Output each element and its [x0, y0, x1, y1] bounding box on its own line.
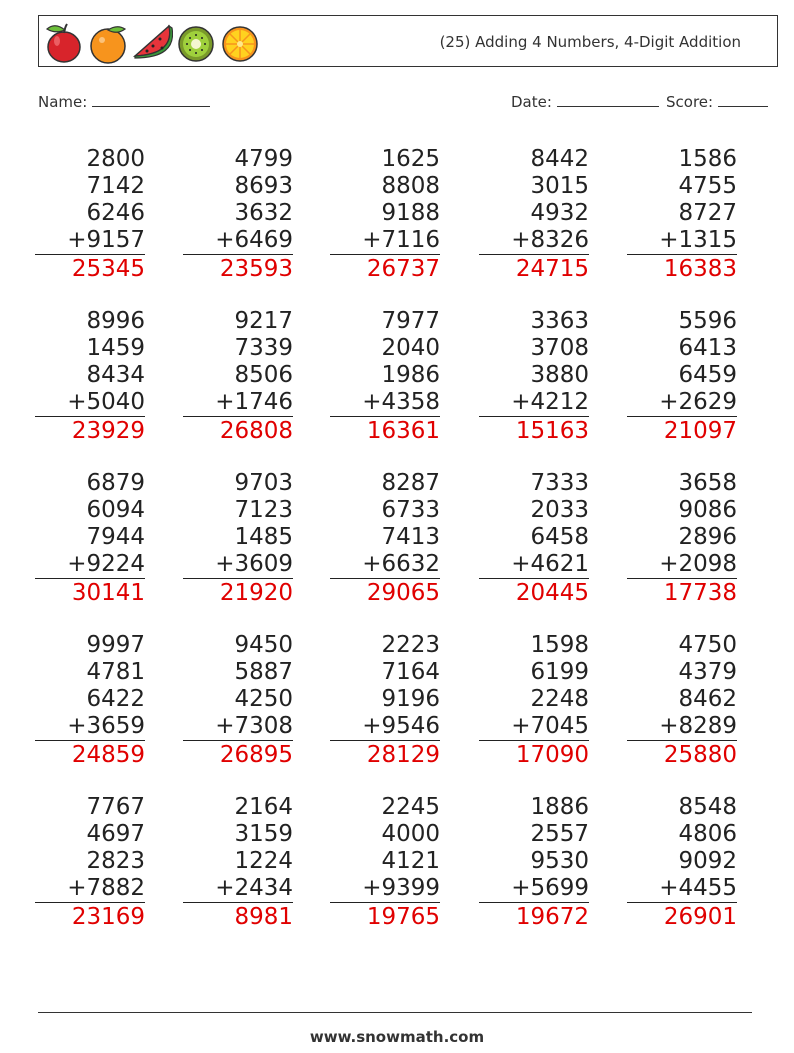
addition-problem — [183, 146, 293, 283]
addend: 7333 — [530, 470, 589, 496]
addition-problem — [627, 794, 737, 931]
addend: 4806 — [678, 821, 737, 847]
addend: 2896 — [678, 524, 737, 550]
last-addend: +1746 — [183, 389, 293, 417]
last-addend: +9157 — [35, 227, 145, 255]
answer: 21097 — [663, 418, 737, 444]
answer: 17090 — [515, 742, 589, 768]
last-addend: +4358 — [330, 389, 440, 417]
orange-icon — [87, 20, 129, 64]
addend: 2245 — [381, 794, 440, 820]
answer: 24859 — [71, 742, 145, 768]
last-addend: +4455 — [627, 875, 737, 903]
addition-problem — [330, 632, 440, 769]
addend: 9188 — [381, 200, 440, 226]
answer: 17738 — [663, 580, 737, 606]
addend: 6733 — [381, 497, 440, 523]
addition-problem — [183, 794, 293, 931]
addend: 8462 — [678, 686, 737, 712]
answer: 25880 — [663, 742, 737, 768]
answer: 19765 — [366, 904, 440, 930]
header-box — [38, 15, 778, 67]
date-field — [511, 92, 659, 111]
answer: 15163 — [515, 418, 589, 444]
addend: 3708 — [530, 335, 589, 361]
addition-problem — [35, 632, 145, 769]
addend: 4250 — [234, 686, 293, 712]
date-label: Date: — [511, 93, 552, 111]
addend: 2033 — [530, 497, 589, 523]
addition-problem — [35, 308, 145, 445]
last-addend: +3659 — [35, 713, 145, 741]
addend: 3015 — [530, 173, 589, 199]
answer: 23593 — [219, 256, 293, 282]
last-addend: +7045 — [479, 713, 589, 741]
addend: 9086 — [678, 497, 737, 523]
addition-problem — [35, 146, 145, 283]
kiwi-icon — [175, 20, 217, 64]
addend: 9997 — [86, 632, 145, 658]
addend: 6458 — [530, 524, 589, 550]
answer: 29065 — [366, 580, 440, 606]
answer: 21920 — [219, 580, 293, 606]
addition-problem — [35, 794, 145, 931]
addend: 4121 — [381, 848, 440, 874]
lemon-icon — [219, 20, 261, 64]
answer: 26901 — [663, 904, 737, 930]
last-addend: +9224 — [35, 551, 145, 579]
answer: 16361 — [366, 418, 440, 444]
footer-site: www.snowmath.com — [309, 1028, 485, 1046]
addend: 8442 — [530, 146, 589, 172]
addition-problem — [183, 308, 293, 445]
last-addend: +6632 — [330, 551, 440, 579]
name-blank — [92, 92, 210, 107]
addend: 1598 — [530, 632, 589, 658]
addend: 7339 — [234, 335, 293, 361]
addition-problem — [479, 146, 589, 283]
last-addend: +4212 — [479, 389, 589, 417]
answer: 26808 — [219, 418, 293, 444]
answer: 16383 — [663, 256, 737, 282]
addend: 6879 — [86, 470, 145, 496]
answer: 20445 — [515, 580, 589, 606]
addend: 9196 — [381, 686, 440, 712]
addend: 6199 — [530, 659, 589, 685]
addition-problem — [479, 794, 589, 931]
addend: 1586 — [678, 146, 737, 172]
name-field — [38, 92, 210, 111]
addend: 9092 — [678, 848, 737, 874]
addend: 6422 — [86, 686, 145, 712]
addend: 1224 — [234, 848, 293, 874]
answer: 19672 — [515, 904, 589, 930]
addend: 7944 — [86, 524, 145, 550]
page-title: (25) Adding 4 Numbers, 4-Digit Addition — [439, 33, 741, 51]
addend: 1459 — [86, 335, 145, 361]
addend: 6094 — [86, 497, 145, 523]
footer-divider — [38, 1012, 752, 1013]
addend: 6459 — [678, 362, 737, 388]
addend: 4799 — [234, 146, 293, 172]
answer: 28129 — [366, 742, 440, 768]
answer: 23169 — [71, 904, 145, 930]
addend: 3159 — [234, 821, 293, 847]
addend: 5887 — [234, 659, 293, 685]
last-addend: +5040 — [35, 389, 145, 417]
addend: 3658 — [678, 470, 737, 496]
addition-problem — [627, 146, 737, 283]
addend: 7123 — [234, 497, 293, 523]
addend: 1625 — [381, 146, 440, 172]
answer: 23929 — [71, 418, 145, 444]
addend: 4781 — [86, 659, 145, 685]
addend: 7413 — [381, 524, 440, 550]
addend: 8808 — [381, 173, 440, 199]
last-addend: +7882 — [35, 875, 145, 903]
addition-problem — [479, 632, 589, 769]
addend: 8996 — [86, 308, 145, 334]
last-addend: +7116 — [330, 227, 440, 255]
addend: 2557 — [530, 821, 589, 847]
addend: 4932 — [530, 200, 589, 226]
addend: 1986 — [381, 362, 440, 388]
addition-problem — [35, 470, 145, 607]
addition-problem — [183, 632, 293, 769]
addend: 2040 — [381, 335, 440, 361]
addend: 5596 — [678, 308, 737, 334]
addend: 3880 — [530, 362, 589, 388]
last-addend: +5699 — [479, 875, 589, 903]
addition-problem — [627, 308, 737, 445]
addend: 9450 — [234, 632, 293, 658]
addend: 1886 — [530, 794, 589, 820]
addend: 4000 — [381, 821, 440, 847]
answer: 26737 — [366, 256, 440, 282]
last-addend: +8289 — [627, 713, 737, 741]
answer: 26895 — [219, 742, 293, 768]
last-addend: +6469 — [183, 227, 293, 255]
last-addend: +4621 — [479, 551, 589, 579]
answer: 25345 — [71, 256, 145, 282]
last-addend: +1315 — [627, 227, 737, 255]
name-label: Name: — [38, 93, 88, 111]
addend: 7142 — [86, 173, 145, 199]
addition-problem — [479, 308, 589, 445]
addend: 9217 — [234, 308, 293, 334]
score-label: Score: — [666, 93, 714, 111]
addend: 8506 — [234, 362, 293, 388]
last-addend: +2434 — [183, 875, 293, 903]
addend: 6413 — [678, 335, 737, 361]
addend: 9530 — [530, 848, 589, 874]
addend: 1485 — [234, 524, 293, 550]
addend: 4379 — [678, 659, 737, 685]
addend: 2800 — [86, 146, 145, 172]
last-addend: +2629 — [627, 389, 737, 417]
last-addend: +7308 — [183, 713, 293, 741]
addend: 9703 — [234, 470, 293, 496]
addend: 8434 — [86, 362, 145, 388]
last-addend: +3609 — [183, 551, 293, 579]
addend: 7767 — [86, 794, 145, 820]
fruit-icons — [43, 20, 261, 64]
addend: 8287 — [381, 470, 440, 496]
addition-problem — [479, 470, 589, 607]
addend: 4755 — [678, 173, 737, 199]
last-addend: +9399 — [330, 875, 440, 903]
addend: 2164 — [234, 794, 293, 820]
addition-problem — [330, 794, 440, 931]
addend: 3632 — [234, 200, 293, 226]
score-field — [666, 92, 768, 111]
addend: 2223 — [381, 632, 440, 658]
addend: 2248 — [530, 686, 589, 712]
last-addend: +8326 — [479, 227, 589, 255]
score-blank — [718, 92, 768, 107]
addend: 6246 — [86, 200, 145, 226]
watermelon-icon — [131, 20, 173, 64]
date-blank — [557, 92, 659, 107]
addend: 8727 — [678, 200, 737, 226]
addend: 7977 — [381, 308, 440, 334]
addition-problem — [183, 470, 293, 607]
last-addend: +9546 — [330, 713, 440, 741]
last-addend: +2098 — [627, 551, 737, 579]
addend: 7164 — [381, 659, 440, 685]
addition-problem — [627, 632, 737, 769]
apple-icon — [43, 20, 85, 64]
addend: 4697 — [86, 821, 145, 847]
addition-problem — [330, 308, 440, 445]
answer: 8981 — [234, 904, 293, 930]
addition-problem — [330, 146, 440, 283]
answer: 30141 — [71, 580, 145, 606]
addend: 4750 — [678, 632, 737, 658]
addend: 2823 — [86, 848, 145, 874]
addend: 8548 — [678, 794, 737, 820]
answer: 24715 — [515, 256, 589, 282]
addition-problem — [330, 470, 440, 607]
addend: 3363 — [530, 308, 589, 334]
addition-problem — [627, 470, 737, 607]
addend: 8693 — [234, 173, 293, 199]
